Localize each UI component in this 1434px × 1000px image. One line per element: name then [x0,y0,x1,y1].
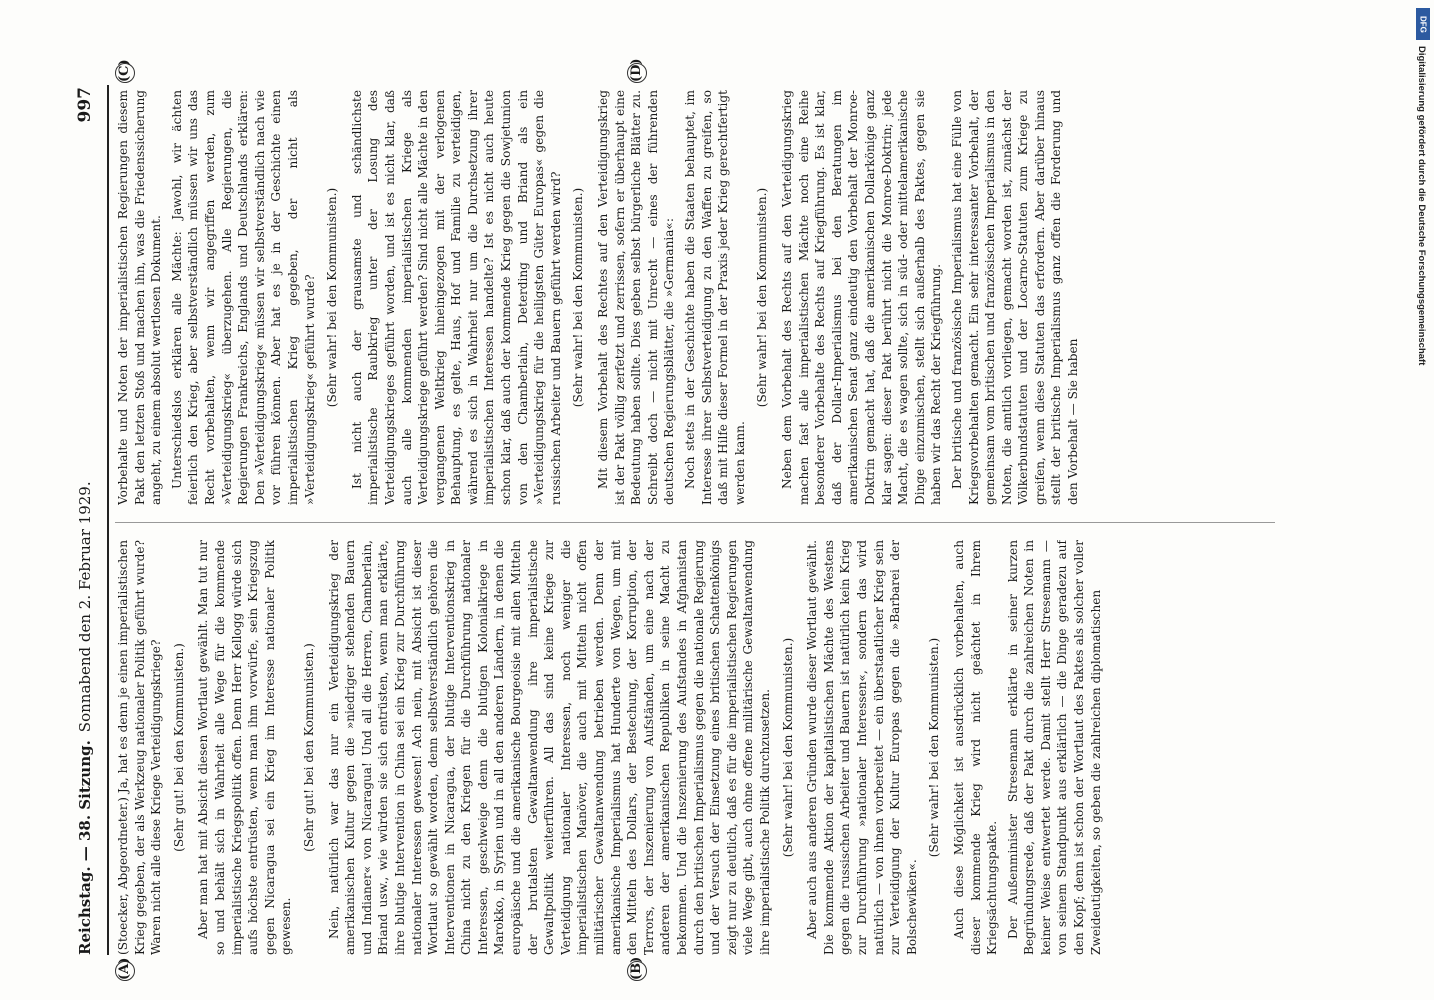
paragraph: Auch diese Möglichkeit ist ausdrücklich vorbehalten, auch dieser kommende Krieg wird nicht geächtet in Ihrem Kriegsächtungspakte. [951,540,1000,955]
dfg-logo: DFG [1416,8,1430,40]
rotated-page-content [67,58,1327,980]
interjection: (Sehr gut! bei den Kommunisten.) [171,643,186,852]
paragraph: Ist nicht auch der grausamste und schändlichste imperialistische Raubkrieg unter der Losung des Verteidigungskrieges geführt worden, und ist es nicht klar, daß auch alle kommenden imperialistischen Kriege als Verteidigungskriege geführt werden? Sind nicht alle Mächte in den vergangenen Weltkrieg hineingezogen mit der verlogenen Behauptung, es gelte, Haus, Hof und Familie zu verteidigen, während es sich in Wahrheit nur um die Durchsetzung ihrer imperialistischen Interessen handelte? Ist es nicht auch heute schon klar, daß auch der kommende Krieg gegen die Sowjetunion von den Chamberlain, Deterding und Briand als ein »Verteidigungskrieg für die heiligsten Güter Europas« gegen die russischen Arbeiter und Bauern geführt werden wird? [349,90,563,505]
digitization-credit: Digitalisierung gefördert durch die Deutsche Forschungsgemeinschaft [1416,46,1427,366]
page-header [67,85,103,955]
left-column [115,540,1275,955]
paragraph: Der Außenminister Stresemann erklärte in seiner kurzen Begründungsrede, daß der Pakt durch die zahlreichen Noten in keiner Weise entwertet werde. Damit stellt Herr Stresemann — von seinem Standpunkt aus erklärlich — die Dinge geradezu auf den Kopf; denn ist schon der Wortlaut des Paktes als solcher voller Zweideutigkeiten, so geben die zahlreichen diplomatischen [1005,540,1103,955]
interjection: (Sehr wahr! bei den Kommunisten.) [325,187,340,408]
paragraph: Der britische und französische Imperialismus hat eine Fülle von Kriegsvorbehalten gemacht. Ein sehr interessanter Vorbehalt, der gemeinsam vom britischen und französischen Imperialismus in den Noten, die amtlich vorliegen, gemacht worden ist, zunächst der Völkerbundstatuten und der Locarno-Statuten zum Kriege zu greifen, wenn diese Statuten das erfordern. Aber darüber hinaus stellt der britische Imperialismus ganz offen die Forderung und den Vorbehalt — Sie haben [949,90,1081,505]
interjection: (Sehr wahr! bei den Kommunisten.) [755,187,770,408]
header-title: Reichstag. — 38. Sitzung. [76,740,94,955]
right-column [115,90,1275,505]
margin-marker-d: (D) [627,63,647,83]
paragraph: Mit diesem Vorbehalt des Rechtes auf den Verteidigungskrieg ist der Pakt völlig zerfetzt und zerrissen, sofern er überhaupt eine Bedeutung haben sollte. Dies geben selbst bürgerliche Blätter zu. Schreibt doch — nicht mit Unrecht — eines der führenden deutschen Regierungsblätter, die »Germania«: [596,90,677,505]
quotation: Noch stets in der Geschichte haben die Staaten behauptet, im Interesse ihrer Selbstverteidigung zu den Waffen zu greifen, so daß mit Hilfe dieser Formel in der Praxis jeder Krieg gerechtfertigt werden kann. [683,90,747,505]
interjection: (Sehr wahr! bei den Kommunisten.) [927,637,942,858]
paragraph: Aber auch aus anderen Gründen wurde dieser Wortlaut gewählt. Die kommende Aktion der kapitalistischen Mächte des Westens gegen die russischen Arbeiter und Bauern ist natürlich kein Krieg zur Durchführung »nationaler Interessen«, sondern das wird natürlich — von ihnen vorbereitet — ein überstaatlicher Krieg sein zur Verteidigung der Kultur Europas gegen die »Barbarei der Bolschewiken«. [805,540,919,955]
margin-marker-a: (A) [115,961,135,981]
paragraph: Vorbehalte und Noten der imperialistischen Regierungen diesem Pakt den letzten Stoß und machen ihn, was die Friedenssicherung angeht, zu einem absolut wertlosen Dokument. [116,90,164,505]
header-rule [107,85,109,955]
paragraph: Aber man hat mit Absicht diesen Wortlaut gewählt. Man tut nur so und behält sich in Wahrheit alle Wege für die kommende imperialistische Kriegspolitik offen. Denn Herr Kellogg würde sich aufs höchste entrüsten, wenn man ihm vorwürfe, sein Kriegszug gegen Nicaragua sei ein Krieg im Interesse nationaler Politik gewesen. [196,540,294,955]
margin-marker-c: (C) [115,63,135,83]
interjection: (Sehr gut! bei den Kommunisten.) [301,643,316,852]
column-divider [115,522,1275,523]
paragraph: Neben dem Vorbehalt des Rechts auf den Verteidigungskrieg machen fast alle imperialistischen Mächte noch eine Reihe besonderer Vorbehalte des Rechts auf Kriegführung. Es ist klar, daß der Dollar-Imperialismus bei den Beratungen im amerikanischen Senat ganz eindeutig den Vorbehalt der Monroe-Doktrin gemacht hat, daß die amerikanischen Dollarkönige ganz klar sagen: dieser Pakt berührt nicht die Monroe-Doktrin; jede Macht, die es wagen sollte, sich in süd- oder mittelamerikanische Dinge einzumischen, stellt sich außerhalb des Paktes, gegen sie haben wir das Recht der Kriegführung. [779,90,944,505]
paragraph: (Stoecker, Abgeordneter.) Ja, hat es denn je einen imperialistischen Krieg gegeben, der als Werkzeug nationaler Politik geführt wurde? Waren nicht alle diese Kriege Verteidigungskriege? [116,540,164,955]
interjection: (Sehr wahr! bei den Kommunisten.) [780,637,795,858]
page-number: 997 [75,87,95,123]
paragraph: Nein, natürlich war das nur ein Verteidigungskrieg der amerikanischen Kultur gegen die »niedriger stehenden Bauern und Indianer« von Nicaragua! Und all die Herren, Chamberlain, Briand usw., wie würden sie sich entrüsten, wenn man erklärte, ihre blutige Intervention in China sei ein Krieg zur Durchführung nationaler Interessen gewesen! Ach nein, mit Absicht ist dieser Wortlaut so gewählt worden, denn selbstverständlich gehören die Interventionen in Nicaragua, der blutige Interventionskrieg in China nicht zu den Kriegen für die Durchführung nationaler Interessen, geschweige denn die blutigen Kolonialkriege in Marokko, in Syrien und in all den anderen Ländern, in denen die europäische und die amerikanische Bourgeoisie mit allen Mitteln der brutalsten Gewaltanwendung ihre imperialistische Gewaltpolitik weiterführen. All das sind keine Kriege zur Verteidigung nationaler Interessen, noch weniger die imperialistischen Manöver, die auch mit Mitteln nicht offen militärischer Gewaltanwendung betrieben werden. Denn der amerikanische Imperialismus hat Hunderte von Wegen, um mit den Mitteln des Dollars, der Bestechung, der Korruption, der Terrors, der Inszenierung von Aufständen, um eine nach der anderen der amerikanischen Republiken in seine Macht zu bekommen. Und die Inszenierung des Aufstandes in Afghanistan durch den britischen Imperialismus gegen die nationale Regierung und der Versuch der Einsetzung eines britischen Schattenkönigs zeigt nur zu deutlich, daß es für die imperialistischen Regierungen viele Wege gibt, auch ohne offene militärische Gewaltanwendung ihre imperialistische Politik durchzusetzen. [326,540,772,955]
margin-marker-b: (B) [627,961,647,981]
paragraph: Unterschiedslos erklären alle Mächte: Jawohl, wir ächten feierlich den Krieg, aber selbstverständlich müssen wir uns das Recht vorbehalten, wenn wir angegriffen werden, zum »Verteidigungskrieg« überzugehen. Alle Regierungen, die Regierungen Frankreichs, Englands und Deutschlands erklären: Den »Verteidigungskrieg« müssen wir selbstverständlich nach wie vor führen können. Aber hat es je in der Geschichte einen imperialistischen Krieg gegeben, der nicht als »Verteidigungskrieg« geführt wurde? [169,90,317,505]
interjection: (Sehr wahr! bei den Kommunisten.) [571,187,586,408]
header-date: Sonnabend den 2. Februar 1929. [76,481,94,733]
